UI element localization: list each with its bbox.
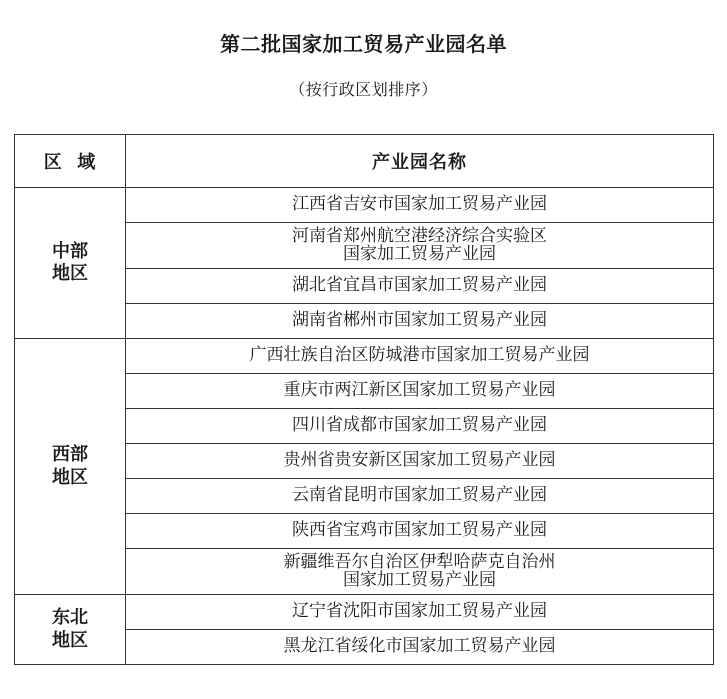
park-name-text: 辽宁省沈阳市国家加工贸易产业园 xyxy=(292,601,547,622)
park-name-cell xyxy=(126,549,714,595)
park-name-cell xyxy=(126,514,714,549)
industrial-park-table xyxy=(14,134,714,665)
table-row xyxy=(15,595,714,630)
region-label-line1: 东北 xyxy=(52,607,88,628)
document-subtitle: （按行政区划排序） xyxy=(289,80,438,99)
region-label-line1: 西部 xyxy=(52,444,88,465)
park-name-text: 四川省成都市国家加工贸易产业园 xyxy=(292,415,547,436)
park-name-text: 新疆维吾尔自治区伊犁哈萨克自治州 xyxy=(283,551,556,572)
region-label-line2: 地区 xyxy=(52,263,88,284)
document-title: 第二批国家加工贸易产业园名单 xyxy=(220,32,507,56)
park-name-cell xyxy=(126,479,714,514)
park-name-text: 湖北省宜昌市国家加工贸易产业园 xyxy=(292,275,547,296)
table-header-row xyxy=(15,135,714,188)
park-name-text: 广西壮族自治区防城港市国家加工贸易产业园 xyxy=(249,345,590,366)
region-label-line2: 地区 xyxy=(52,629,88,651)
park-name-cell xyxy=(126,304,714,339)
park-name-cell xyxy=(126,595,714,630)
park-name-cell xyxy=(126,223,714,269)
header-region: 区 域 xyxy=(15,135,126,188)
park-name-text: 国家加工贸易产业园 xyxy=(343,243,496,264)
park-name-text: 云南省昆明市国家加工贸易产业园 xyxy=(292,485,547,506)
table-row xyxy=(15,188,714,223)
park-name-text: 湖南省郴州市国家加工贸易产业园 xyxy=(292,310,547,331)
park-name-text: 河南省郑州航空港经济综合实验区 xyxy=(292,225,547,246)
region-cell xyxy=(15,595,126,665)
park-name-cell xyxy=(126,188,714,223)
park-name-cell xyxy=(126,444,714,479)
park-name-cell xyxy=(126,374,714,409)
park-name-cell xyxy=(126,630,714,665)
park-name-text: 重庆市两江新区国家加工贸易产业园 xyxy=(283,380,556,401)
park-name-cell xyxy=(126,409,714,444)
park-name-text: 国家加工贸易产业园 xyxy=(343,569,496,590)
park-name-cell xyxy=(126,269,714,304)
header-park-name: 产业园名称 xyxy=(126,135,714,188)
park-name-text: 黑龙江省绥化市国家加工贸易产业园 xyxy=(283,636,556,657)
park-name-text: 贵州省贵安新区国家加工贸易产业园 xyxy=(283,450,556,471)
park-name-cell xyxy=(126,339,714,374)
region-cell xyxy=(15,188,126,339)
region-cell xyxy=(15,339,126,595)
region-label-line2: 地区 xyxy=(52,466,88,488)
table-body xyxy=(15,188,714,665)
park-name-text: 江西省吉安市国家加工贸易产业园 xyxy=(292,194,547,215)
table-row xyxy=(15,339,714,374)
region-label-line1: 中部 xyxy=(52,240,88,262)
park-name-text: 陕西省宝鸡市国家加工贸易产业园 xyxy=(292,520,547,541)
